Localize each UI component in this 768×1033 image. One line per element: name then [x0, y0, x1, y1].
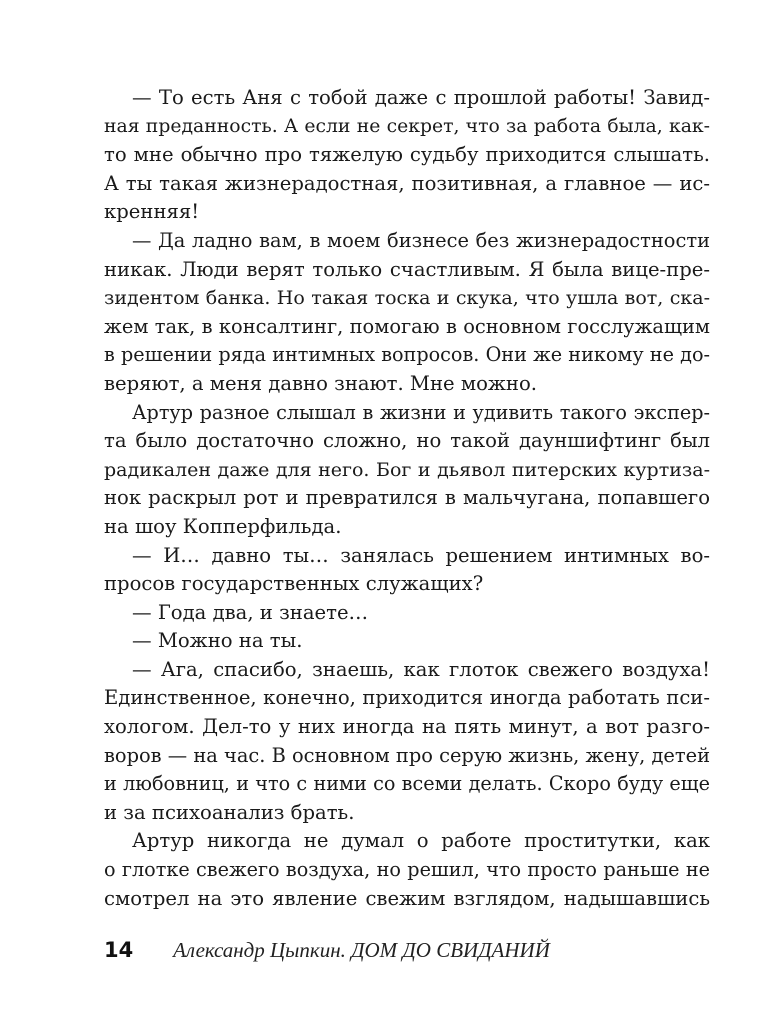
- text-line: радикален даже для него. Бог и дьявол питерских куртиза-: [104, 458, 710, 481]
- text-line: просов государственных служащих?: [104, 572, 484, 596]
- text-line: кренняя!: [104, 200, 200, 224]
- text-line: — Да ладно вам, в моем бизнесе без жизнерадостности: [132, 228, 710, 252]
- text-line: и любовниц, и что с ними со всеми делать. Скоро буду еще: [104, 772, 710, 796]
- page-body: [104, 84, 710, 913]
- text-line: та было достаточно сложно, но такой дауншифтинг был: [104, 429, 710, 453]
- text-line: ная преданность. А если не секрет, что за работа была, как-: [104, 115, 710, 137]
- page-footer: [104, 934, 710, 966]
- running-head: Александр Цыпкин. ДОМ ДО СВИДАНИЙ: [173, 938, 550, 962]
- text-line: Артур разное слышал в жизни и удивить такого экспер-: [132, 400, 710, 424]
- text-line: зидентом банка. Но такая тоска и скука, что ушла вот, ска-: [104, 287, 710, 310]
- text-line: А ты такая жизнерадостная, позитивная, а главное — ис-: [104, 171, 710, 195]
- text-line: — Можно на ты.: [132, 629, 303, 653]
- text-line: нок раскрыл рот и превратился в мальчугана, попавшего: [104, 486, 710, 510]
- text-line: о глотке свежего воздуха, но решил, что просто раньше не: [104, 858, 710, 882]
- text-line: в решении ряда интимных вопросов. Они же никому не до-: [104, 343, 710, 367]
- text-line: веряют, а меня давно знают. Мне можно.: [104, 371, 538, 395]
- text-line: — И… давно ты… занялась решением интимных во-: [132, 543, 710, 567]
- text-line: Единственное, конечно, приходится иногда работать пси-: [104, 686, 710, 710]
- text-line: воров — на час. В основном про серую жизнь, жену, детей: [104, 743, 710, 767]
- text-line: смотрел на это явление свежим взглядом, надышавшись: [104, 886, 710, 910]
- text-line: жем так, в консалтинг, помогаю в основном госслужащим: [104, 314, 710, 338]
- text-line: на шоу Копперфильда.: [104, 514, 342, 538]
- text-line: никак. Люди верят только счастливым. Я была вице-пре-: [104, 257, 710, 281]
- page-number: 14: [104, 938, 134, 962]
- text-line: Артур никогда не думал о работе проститутки, как: [132, 829, 710, 853]
- text-line: хологом. Дел-то у них иногда на пять минут, а вот разго-: [104, 715, 710, 739]
- text-line: — То есть Аня с тобой даже с прошлой работы! Завид-: [132, 86, 710, 109]
- text-line: — Года два, и знаете…: [132, 600, 369, 624]
- text-line: и за психоанализ брать.: [104, 800, 355, 824]
- text-line: то мне обычно про тяжелую судьбу приходится слышать.: [104, 143, 710, 167]
- text-line: — Ага, спасибо, знаешь, как глоток свежего воздуха!: [132, 657, 710, 681]
